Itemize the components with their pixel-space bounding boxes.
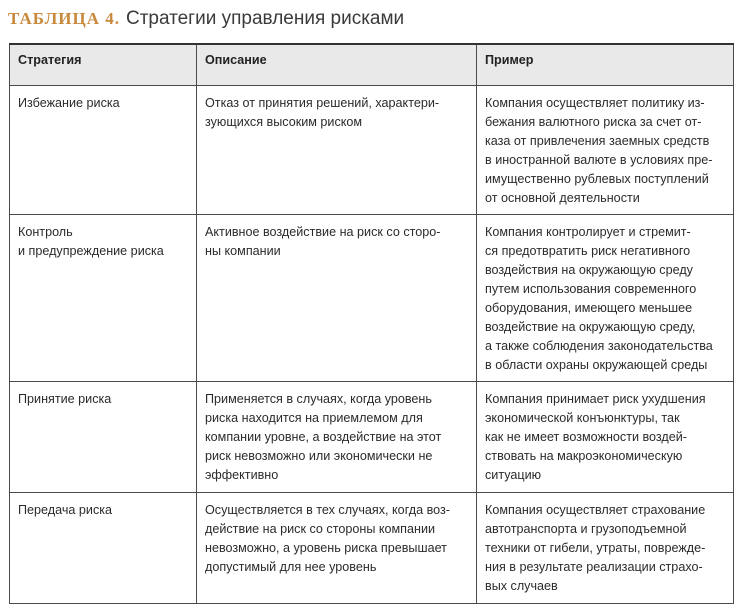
cell-text-line: бежания валютного риска за счет от- [485, 115, 702, 129]
table-title: Стратегии управления рисками [125, 8, 405, 29]
table-row [10, 382, 734, 493]
cell-text-line: Применяется в случаях, когда уровень [205, 392, 432, 406]
cell-text-line: оборудования, имеющего меньшее [485, 301, 693, 315]
cell-text-line: допустимый для нее уровень [205, 560, 377, 574]
cell-text-line: экономической конъюнктуры, так [485, 411, 680, 425]
cell-strategy [10, 86, 197, 215]
cell-text-line: как не имеет возможности воздей- [485, 430, 687, 444]
cell-description [197, 215, 477, 382]
cell-text-line: ния в результате реализации страхо- [485, 560, 703, 574]
cell-text-line: зующихся высоким риском [205, 115, 363, 129]
cell-example [477, 382, 734, 493]
cell-description [197, 86, 477, 215]
cell-text-line: Активное воздействие на риск со сторо- [205, 225, 441, 239]
table-row [10, 215, 734, 382]
cell-text-line: каза от привлечения заемных средств [485, 134, 710, 148]
cell-text-line: ситуацию [485, 468, 542, 482]
table-row [10, 493, 734, 604]
cell-text-line: ны компании [205, 244, 281, 258]
cell-text-line: невозможно, а уровень риска превышает [205, 541, 447, 555]
cell-text-line: Компания осуществляет страхование [485, 503, 706, 517]
cell-text-line: ствовать на макроэкономическую [485, 449, 683, 463]
cell-text-line: Передача риска [18, 503, 113, 517]
cell-text-line: путем использования современного [485, 282, 697, 296]
cell-description [197, 493, 477, 604]
cell-text-line: техники от гибели, утраты, поврежде- [485, 541, 706, 555]
cell-text-line: а также соблюдения законодательства [485, 339, 713, 353]
cell-text-line: от основной деятельности [485, 191, 640, 205]
cell-text-line: риска находится на приемлемом для [205, 411, 423, 425]
header-example: Пример [477, 44, 734, 86]
cell-text-line: и предупреждение риска [18, 244, 164, 258]
header-strategy: Стратегия [10, 44, 197, 86]
table-row [10, 86, 734, 215]
cell-text-line: имущественно рублевых поступлений [485, 172, 709, 186]
cell-text-line: Принятие риска [18, 392, 112, 406]
cell-text-line: автотранспорта и грузоподъемной [485, 522, 687, 536]
cell-text-line: компании уровне, а воздействие на этот [205, 430, 442, 444]
cell-text-line: Компания контролирует и стремит- [485, 225, 691, 239]
cell-example [477, 493, 734, 604]
cell-strategy [10, 215, 197, 382]
table-caption [8, 6, 404, 32]
risk-strategies-table [9, 43, 734, 604]
cell-text-line: Избежание риска [18, 96, 120, 110]
table-number-label: ТАБЛИЦА 4. [8, 9, 120, 28]
cell-text-line: Контроль [18, 225, 73, 239]
cell-text-line: эффективно [205, 468, 279, 482]
cell-strategy [10, 382, 197, 493]
table-header-row [10, 44, 734, 86]
cell-example [477, 86, 734, 215]
cell-text-line: ся предотвратить риск негативного [485, 244, 691, 258]
cell-text-line: воздействие на окружающую среду, [485, 320, 696, 334]
cell-text-line: воздействия на окружающую среду [485, 263, 693, 277]
cell-text-line: Компания принимает риск ухудшения [485, 392, 706, 406]
header-description: Описание [197, 44, 477, 86]
cell-strategy [10, 493, 197, 604]
cell-example [477, 215, 734, 382]
cell-text-line: Компания осуществляет политику из- [485, 96, 705, 110]
cell-text-line: действие на риск со стороны компании [205, 522, 436, 536]
cell-text-line: риск невозможно или экономически не [205, 449, 433, 463]
cell-text-line: в области охраны окружающей среды [485, 358, 708, 372]
cell-text-line: вых случаев [485, 579, 558, 593]
cell-text-line: Осуществляется в тех случаях, когда воз- [205, 503, 450, 517]
cell-text-line: в иностранной валюте в условиях пре- [485, 153, 713, 167]
cell-description [197, 382, 477, 493]
cell-text-line: Отказ от принятия решений, характери- [205, 96, 440, 110]
